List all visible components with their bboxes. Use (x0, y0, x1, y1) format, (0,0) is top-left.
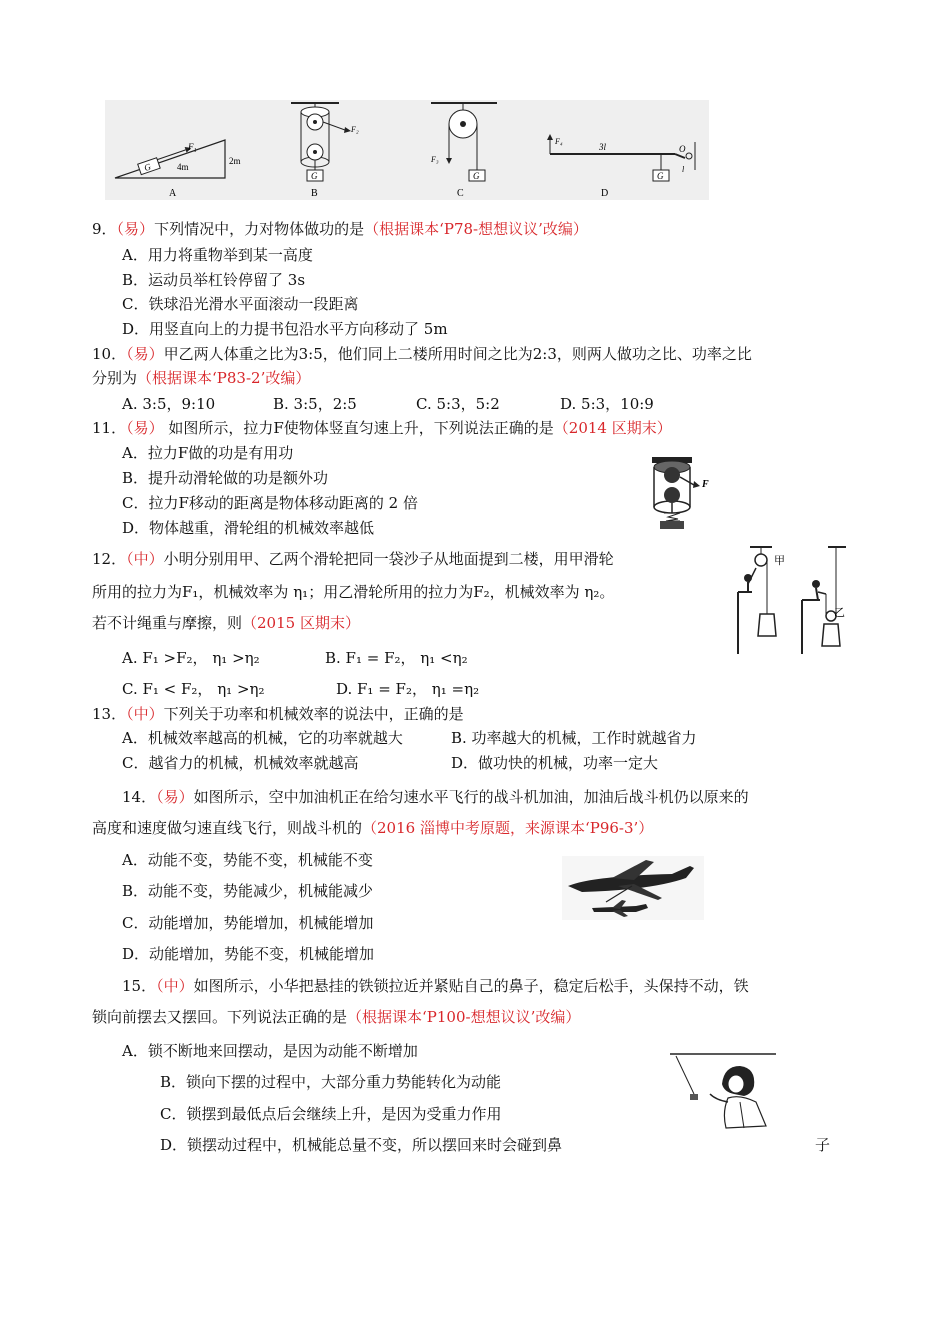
q14-option-b: B．动能不变，势能减少，机械能减少 (122, 882, 374, 900)
q14-option-a: A．动能不变，势能不变，机械能不变 (122, 851, 373, 869)
q15-option-b: B．锁向下摆的过程中，大部分重力势能转化为动能 (160, 1073, 502, 1091)
q11-option-a: A．拉力F做的功是有用功 (122, 444, 294, 462)
q15-text-2: 锁向前摆去又摆回。下列说法正确的是 (92, 1008, 348, 1026)
d-force-label: F₄ (555, 137, 563, 146)
a-force-label: F₁ (188, 142, 197, 152)
aircraft-refueling-icon (562, 856, 704, 920)
q14-level: （易） (156, 788, 194, 806)
q9-stem (92, 219, 588, 239)
q12-pulley-figure (734, 544, 850, 660)
q10-stem-cont (92, 368, 310, 388)
q11-number: 11． (92, 419, 127, 437)
q15-option-d: D．锁摆动过程中，机械能总量不变，所以摆回来时会碰到鼻 (160, 1136, 563, 1154)
q15-option-d-tail: 子 (815, 1136, 831, 1154)
q12-text: 小明分别用甲、乙两个滑轮把同一袋沙子从地面提到二楼，用甲滑轮 (163, 550, 614, 568)
q12-label-jia: 甲 (774, 555, 785, 567)
q12-option-c: C. F₁ < F₂， η₁ >η₂ (122, 680, 265, 698)
q13-level: （中） (126, 705, 164, 723)
q12-label-yi: 乙 (834, 607, 845, 619)
figure-label-d: D (601, 188, 609, 199)
q13-option-d: D．做功快的机械，功率一定大 (451, 754, 659, 772)
d-weight-label: G (657, 171, 664, 181)
q10-option-c: C. 5:3，5:2 (416, 395, 500, 413)
d-pivot-label: O (679, 144, 686, 154)
q11-pulley-figure (648, 455, 724, 531)
pulley-system-icon (648, 455, 724, 531)
q10-text: 甲乙两人体重之比为3:5，他们同上二楼所用时间之比为2:3，则两人做功之比、功率之比 (163, 345, 752, 363)
q10-number: 10． (92, 345, 127, 363)
b-force-label: F₂ (351, 125, 359, 134)
q15-text: 如图所示，小华把悬挂的铁锁拉近并紧贴自己的鼻子，稳定后松手，头保持不动，铁 (193, 977, 749, 995)
c-weight-label: G (473, 171, 480, 181)
q11-stem (92, 418, 672, 438)
figure-label-a: A (169, 188, 177, 199)
svg-text:G: G (142, 161, 153, 174)
q11-option-c: C．拉力F移动的距离是物体移动距离的 2 倍 (122, 494, 418, 512)
q11-option-b: B．提升动滑轮做的功是额外功 (122, 469, 329, 487)
q12-option-a: A. F₁ >F₂， η₁ >η₂ (122, 649, 260, 667)
c-force-label: F₃ (431, 155, 439, 164)
q11-option-d: D．物体越重，滑轮组的机械效率越低 (122, 519, 375, 537)
q14-option-c: C．动能增加，势能增加，机械能增加 (122, 914, 374, 932)
q13-option-b: B. 功率越大的机械，工作时就越省力 (451, 729, 697, 747)
q12-option-b: B. F₁ = F₂， η₁ <η₂ (325, 649, 468, 667)
q9-source: （根据课本‘P78-想想议议’改编） (364, 220, 588, 238)
q10-level: （易） (126, 345, 164, 363)
q15-option-a: A．锁不断地来回摆动，是因为动能不断增加 (122, 1042, 418, 1060)
q15-pendulum-figure (670, 1050, 778, 1132)
figure-label-b: B (311, 188, 318, 199)
q14-refueling-figure (562, 856, 704, 920)
q9-option-d: D．用竖直向上的力提书包沿水平方向移动了 5m (122, 320, 448, 338)
q15-stem-cont (92, 1007, 580, 1027)
q14-text: 如图所示，空中加油机正在给匀速水平飞行的战斗机加油，加油后战斗机仍以原来的 (193, 788, 749, 806)
q13-text: 下列关于功率和机械效率的说法中，正确的是 (163, 705, 464, 723)
simple-machines-diagram (105, 100, 709, 200)
q14-stem-cont (92, 818, 653, 838)
q15-stem (122, 976, 749, 996)
q12-option-d: D. F₁ = F₂， η₁ =η₂ (336, 680, 480, 698)
q11-source: （2014 区期末） (553, 419, 672, 437)
q14-source: （2016 淄博中考原题，来源课本‘P96-3’） (362, 819, 654, 837)
q11-force-label: F (702, 479, 709, 490)
q14-option-d: D．动能增加，势能不变，机械能增加 (122, 945, 375, 963)
q11-text: 如图所示，拉力F使物体竖直匀速上升，下列说法正确的是 (163, 419, 554, 437)
q15-level: （中） (156, 977, 194, 995)
q14-stem (122, 787, 749, 807)
q13-option-c: C．越省力的机械，机械效率就越高 (122, 754, 359, 772)
a-slope-label: 4m (177, 162, 189, 172)
q13-option-a: A．机械效率越高的机械，它的功率就越大 (122, 729, 403, 747)
q10-stem (92, 344, 752, 364)
q9-option-a: A．用力将重物举到某一高度 (122, 246, 313, 264)
q12-stem-3 (92, 613, 360, 633)
q12-source: （2015 区期末） (242, 614, 360, 632)
a-height-label: 2m (229, 156, 241, 166)
d-length-label: 3l (599, 142, 607, 152)
q9-text: 下列情况中，力对物体做功的是 (154, 220, 365, 238)
q9-option-b: B．运动员举杠铃停留了 3s (122, 271, 306, 289)
q10-option-d: D. 5:3，10:9 (560, 395, 654, 413)
q9-option-c: C．铁球沿光滑水平面滚动一段距离 (122, 295, 359, 313)
q15-source: （根据课本‘P100-想想议议’改编） (347, 1008, 581, 1026)
q12-stem-2: 所用的拉力为F₁，机械效率为 η₁；用乙滑轮所用的拉力为F₂，机械效率为 η₂。 (92, 583, 615, 601)
q13-stem (92, 704, 464, 724)
q12-level: （中） (126, 550, 164, 568)
q15-number: 15． (122, 977, 157, 995)
b-weight-label: G (311, 171, 318, 181)
q9-number: 9． (92, 220, 117, 238)
q13-number: 13． (92, 705, 127, 723)
q14-number: 14． (122, 788, 157, 806)
figure-label-c: C (457, 188, 464, 199)
q9-level: （易） (116, 220, 155, 238)
q10-source: （根据课本‘P83-2’改编） (137, 369, 311, 387)
q12-stem (92, 549, 614, 569)
simple-machines-figure (105, 100, 709, 200)
q10-text-2: 分别为 (92, 369, 138, 387)
d-short-label: l (682, 165, 685, 174)
q15-option-c: C．锁摆到最低点后会继续上升，是因为受重力作用 (160, 1105, 502, 1123)
q12-number: 12． (92, 550, 127, 568)
two-pulleys-icon (734, 544, 850, 660)
q10-option-b: B. 3:5，2:5 (273, 395, 357, 413)
q10-option-a: A. 3:5，9:10 (122, 395, 216, 413)
q11-level: （易） (126, 419, 164, 437)
q12-text-3: 若不计绳重与摩擦，则 (92, 614, 243, 632)
q14-text-2: 高度和速度做匀速直线飞行，则战斗机的 (92, 819, 363, 837)
pendulum-girl-icon (670, 1050, 778, 1132)
